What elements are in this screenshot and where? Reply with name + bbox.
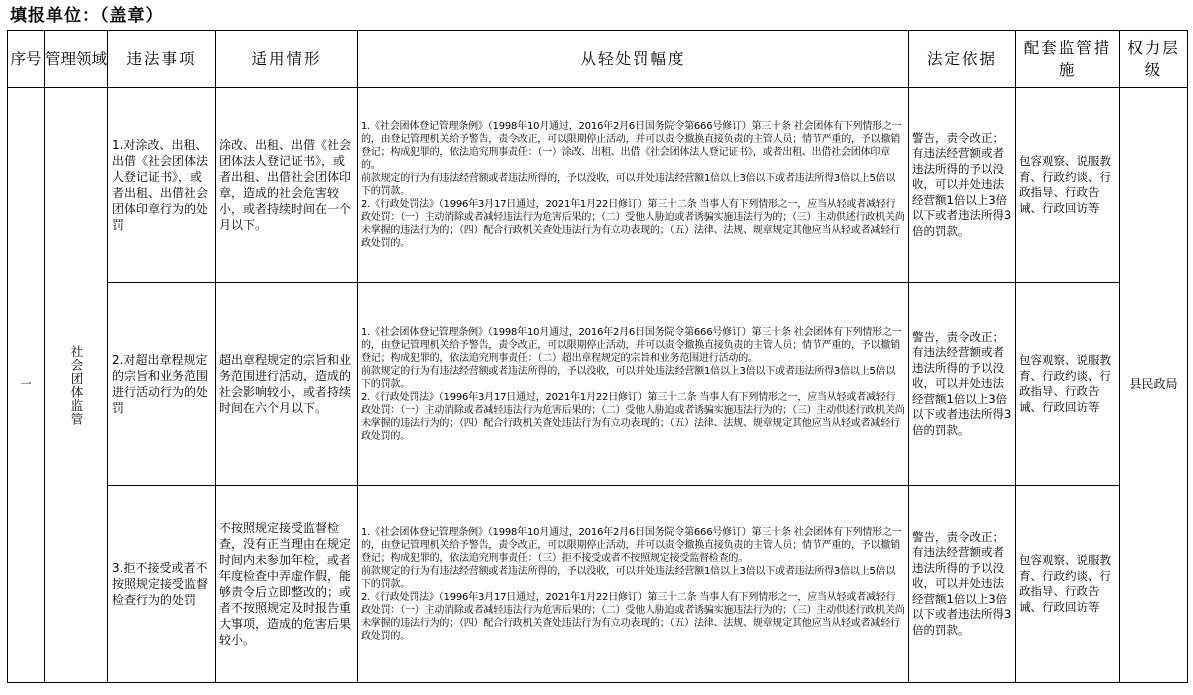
penalty-table: [7, 30, 1188, 683]
range-paragraph: 2.《行政处罚法》（1996年3月17日通过，2021年1月22日修订）第三十二条 当事人有下列情形之一，应当从轻或者减轻行政处罚：（一）主动消除或者减轻违法行为危害后果的；（二）受他人胁迫或者诱骗实施违法行为的；（三）主动供述行政机关尚未掌握的违法行为的；（四）配合行政机关查处违法行为有立功表现的；（五）法律、法规、规章规定其他应当从轻或者减轻行政处罚的。: [361, 391, 905, 442]
row-condition: 超出章程规定的宗旨和业务范围进行活动，造成的社会影响较小，或者持续时间在六个月以下。: [216, 283, 358, 486]
row-basis: 警告，责令改正；有违法经营额或者违法所得的予以没收，可以并处违法经营额1倍以上3倍以下或者违法所得3倍的罚款。: [909, 88, 1016, 283]
range-paragraph: 1.《社会团体登记管理条例》（1998年10月通过，2016年2月6日国务院令第666号修订）第三十条 社会团体有下列情形之一的，由登记管理机关给予警告，责令改正，可以限期停止活动，并可以责令撤换直接负责的主管人员；情节严重的，予以撤销登记；构成犯罪的，依法追究刑事责任：（三）拒不接受或者不按照规定接受监督检查的。: [361, 526, 902, 564]
row-item: 2.对超出章程规定的宗旨和业务范围进行活动行为的处罚: [108, 283, 216, 486]
group-level: [1120, 88, 1188, 683]
table-row: [8, 486, 1188, 683]
row-basis: 警告，责令改正；有违法经营额或者违法所得的予以没收，可以并处违法经营额1倍以上3倍以下或者违法所得3倍的罚款。: [909, 283, 1016, 486]
row-measures: 包容观察、说服教育、行政约谈、行政指导、行政告诫、行政回访等: [1016, 283, 1120, 486]
range-paragraph: 2.《行政处罚法》（1996年3月17日通过，2021年1月22日修订）第三十二条 当事人有下列情形之一，应当从轻或者减轻行政处罚：（一）主动消除或者减轻违法行为危害后果的；（二）受他人胁迫或者诱骗实施违法行为的；（三）主动供述行政机关尚未掌握的违法行为的；（四）配合行政机关查处违法行为有立功表现的；（五）法律、法规、规章规定其他应当从轻或者减轻行政处罚的。: [361, 199, 905, 249]
col-item: 违法事项: [108, 31, 216, 88]
group-seq: [8, 88, 45, 683]
table-row: [8, 88, 1188, 283]
col-level: 权力层级: [1120, 31, 1188, 88]
col-seq: 序号: [8, 31, 45, 88]
table-row: [8, 283, 1188, 486]
group-domain-text: 社会团体监管: [69, 344, 84, 426]
header-row: [8, 31, 1188, 88]
row-item: 3.拒不接受或者不按照规定接受监督检查行为的处罚: [108, 486, 216, 683]
col-condition: 适用情形: [216, 31, 358, 88]
col-domain: 管理领域: [45, 31, 108, 88]
range-paragraph: 1.《社会团体登记管理条例》（1998年10月通过，2016年2月6日国务院令第666号修订）第三十条 社会团体有下列情形之一的，由登记管理机关给予警告，责令改正，可以限期停止活动，并可以责令撤换直接负责的主管人员；情节严重的，予以撤销登记；构成犯罪的，依法追究刑事责任：（二）超出章程规定的宗旨和业务范围进行活动的。: [361, 326, 902, 364]
range-paragraph: 前款规定的行为有违法经营额或者违法所得的，予以没收，可以并处违法经营额1倍以上3倍以下或者违法所得3倍以上5倍以下的罚款。: [361, 565, 896, 590]
range-paragraph: 前款规定的行为有违法经营额或者违法所得的，予以没收，可以并处违法经营额1倍以上3倍以下或者违法所得3倍以上5倍以下的罚款。: [361, 173, 896, 197]
row-measures: 包容观察、说服教育、行政约谈、行政指导、行政告诫、行政回访等: [1016, 486, 1120, 683]
row-basis: 警告，责令改正；有违法经营额或者违法所得的予以没收，可以并处违法经营额1倍以上3倍以下或者违法所得3倍的罚款。: [909, 486, 1016, 683]
range-paragraph: 2.《行政处罚法》（1996年3月17日通过，2021年1月22日修订）第三十二条 当事人有下列情形之一，应当从轻或者减轻行政处罚：（一）主动消除或者减轻违法行为危害后果的；（二）受他人胁迫或者诱骗实施违法行为的；（三）主动供述行政机关尚未掌握的违法行为的；（四）配合行政机关查处违法行为有立功表现的；（五）法律、法规、规章规定其他应当从轻或者减轻行政处罚的。: [361, 591, 905, 642]
row-measures: 包容观察、说服教育、行政约谈、行政指导、行政告诫、行政回访等: [1016, 88, 1120, 283]
range-paragraph: 前款规定的行为有违法经营额或者违法所得的，予以没收，可以并处违法经营额1倍以上3倍以下或者违法所得3倍以上5倍以下的罚款。: [361, 365, 896, 390]
range-paragraph: 1.《社会团体登记管理条例》（1998年10月通过，2016年2月6日国务院令第666号修订）第三十条 社会团体有下列情形之一的，由登记管理机关给予警告，责令改正，可以限期停止活动，并可以责令撤换直接负责的主管人员；情节严重的，予以撤销登记；构成犯罪的，依法追究刑事责任：（一）涂改、出租、出借《社会团体法人登记证书》，或者出租、出借社会团体印章的。: [361, 121, 902, 171]
row-item: 1.对涂改、出租、出借《社会团体法人登记证书》，或者出租、出借社会团体印章行为的处罚: [108, 88, 216, 283]
group-level-text: 县民政局: [1129, 377, 1178, 392]
col-basis: 法定依据: [909, 31, 1016, 88]
row-range: [358, 88, 909, 283]
row-condition: 不按照规定接受监督检查，没有正当理由在规定时间内未参加年检，或者年度检查中弄虚作假，能够责令后立即整改的；或者不按照规定及时报告重大事项，造成的危害后果较小。: [216, 486, 358, 683]
row-condition: 涂改、出租、出借《社会团体法人登记证书》，或者出租、出借社会团体印章，造成的社会危害较小，或者持续时间在一个月以下。: [216, 88, 358, 283]
group-seq-text: 一: [20, 377, 32, 392]
col-measures: 配套监管措施: [1016, 31, 1120, 88]
row-range: [358, 486, 909, 683]
row-range: [358, 283, 909, 486]
fill-unit-label: 填报单位：（盖章）: [10, 6, 164, 26]
col-range: 从轻处罚幅度: [358, 31, 909, 88]
group-domain: [45, 88, 108, 683]
